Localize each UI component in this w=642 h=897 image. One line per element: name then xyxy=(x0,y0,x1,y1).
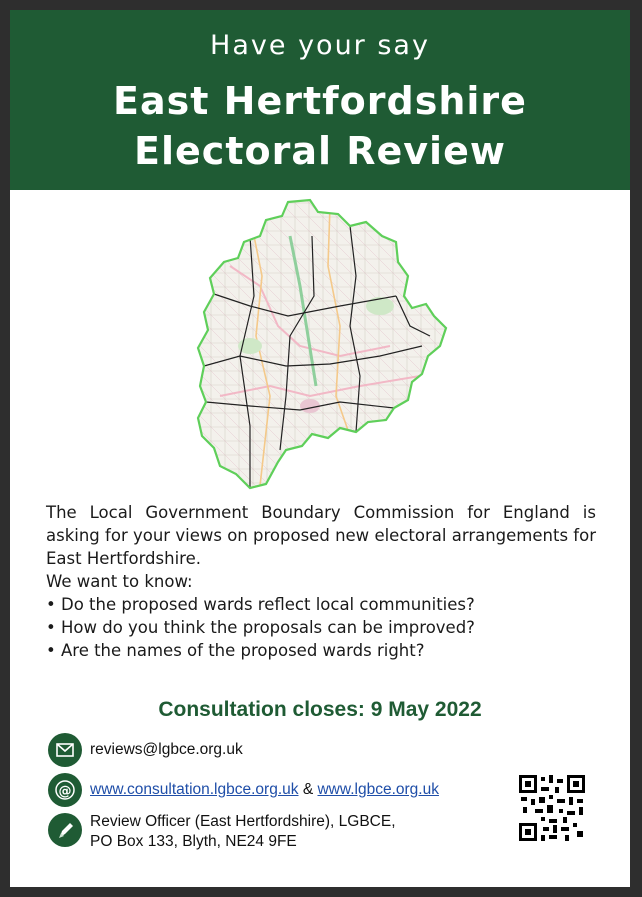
address-line-2: PO Box 133, Blyth, NE24 9FE xyxy=(90,833,297,850)
description-block xyxy=(46,501,596,662)
ward-boundary-map xyxy=(190,196,450,494)
postal-address xyxy=(90,812,396,852)
email-link[interactable]: reviews@lgbce.org.uk xyxy=(90,741,243,758)
banner-title xyxy=(10,76,630,176)
question-bullet-1: • Do the proposed wards reflect local communities? xyxy=(46,593,596,616)
header-banner xyxy=(10,10,630,190)
at-sign-icon xyxy=(48,773,82,807)
banner-subtitle: Have your say xyxy=(210,30,430,61)
lgbce-website-link[interactable]: www.lgbce.org.uk xyxy=(317,781,439,798)
banner-title-line-2: Electoral Review xyxy=(134,129,506,173)
address-line-1: Review Officer (East Hertfordshire), LGBCE, xyxy=(90,813,396,830)
banner-title-line-1: East Hertfordshire xyxy=(113,79,527,123)
want-to-know-label: We want to know: xyxy=(46,572,193,591)
envelope-icon xyxy=(48,733,82,767)
pencil-icon xyxy=(48,813,82,847)
leaflet-page xyxy=(10,10,630,887)
website-links xyxy=(90,781,439,799)
qr-code[interactable] xyxy=(519,775,585,841)
intro-paragraph: The Local Government Boundary Commission for England is asking for your views on proposed new electoral arrangements for East Hertfordshire. xyxy=(46,503,596,568)
ampersand: & xyxy=(302,781,314,798)
question-bullet-2: • How do you think the proposals can be improved? xyxy=(46,616,596,639)
consultation-close-date: Consultation closes: 9 May 2022 xyxy=(158,698,482,721)
question-bullet-3: • Are the names of the proposed wards right? xyxy=(46,639,596,662)
consultation-website-link[interactable]: www.consultation.lgbce.org.uk xyxy=(90,781,299,798)
svg-text:@: @ xyxy=(58,784,72,799)
